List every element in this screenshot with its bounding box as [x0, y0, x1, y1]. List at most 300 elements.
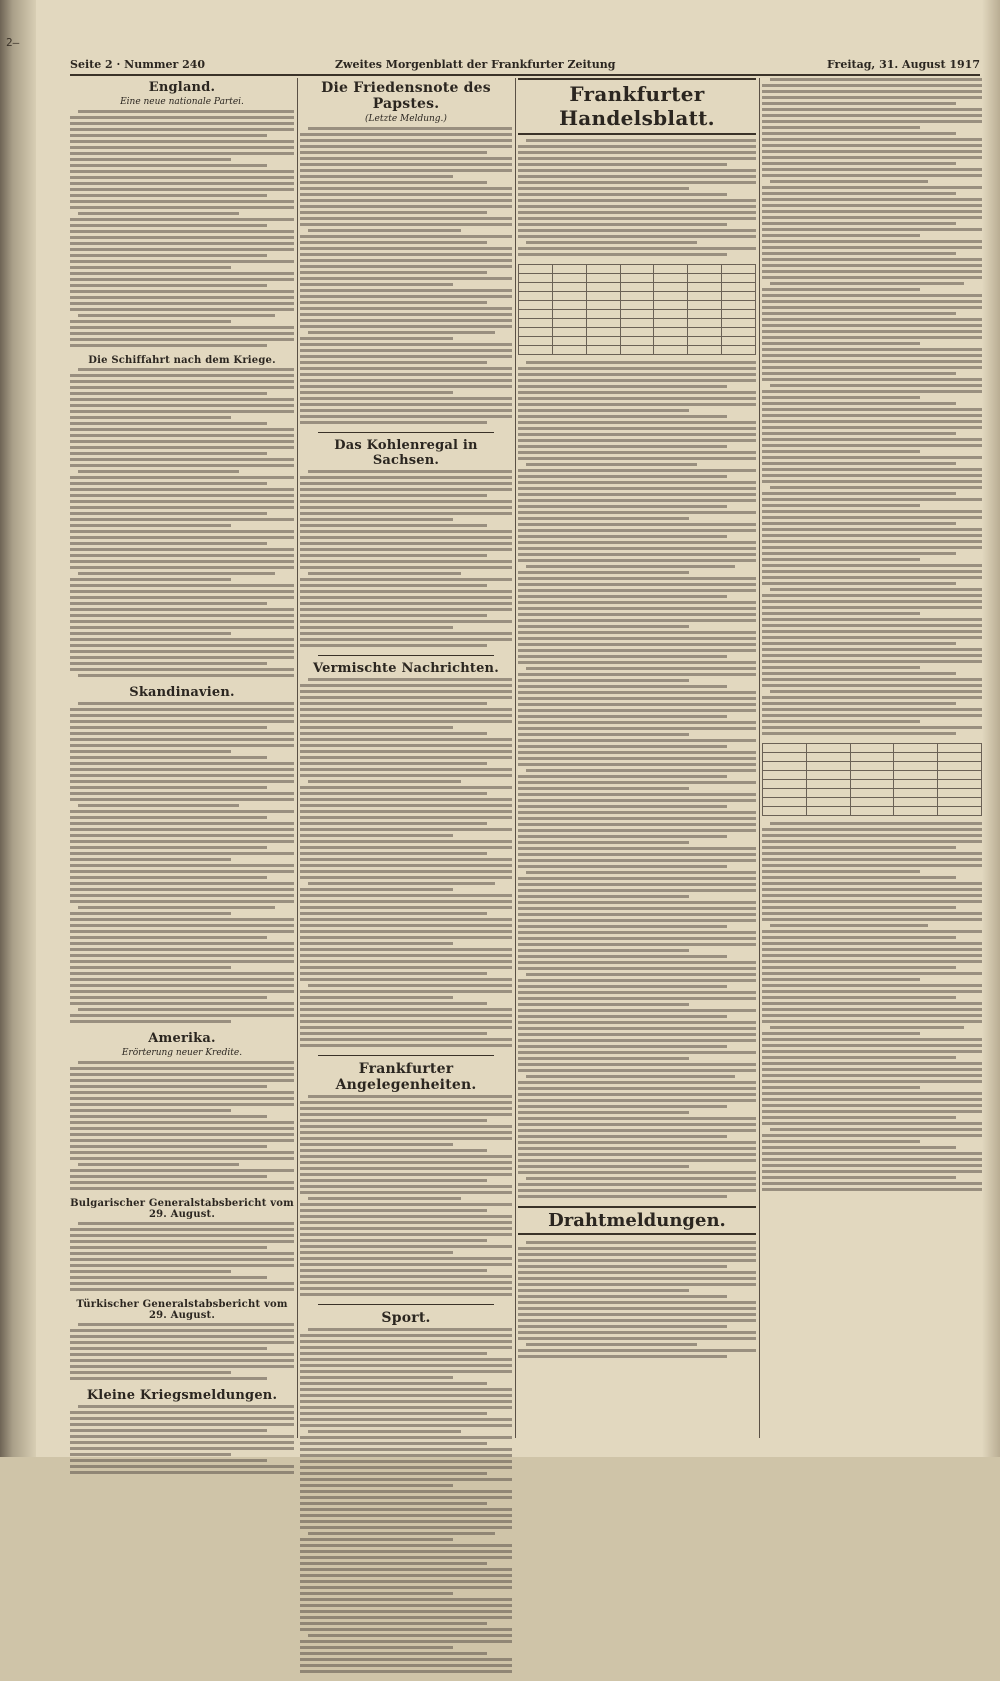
text-line [70, 798, 294, 801]
text-line [78, 1061, 294, 1064]
text-line [518, 907, 756, 910]
text-line [300, 696, 512, 699]
text-line [300, 343, 512, 346]
book-spine [0, 0, 36, 1457]
header-page-number: Seite 2 · Nummer 240 [70, 58, 206, 71]
text-line [518, 1081, 756, 1084]
text-line [518, 367, 756, 370]
text-line [300, 1364, 512, 1367]
table-cell [763, 780, 807, 789]
text-line [762, 408, 982, 411]
table-cell [688, 301, 722, 310]
text-line [526, 1177, 756, 1180]
table-cell [722, 265, 756, 274]
text-line [70, 714, 294, 717]
text-line [78, 368, 294, 371]
text-line [70, 578, 231, 581]
text-line [518, 775, 727, 778]
table-cell [620, 274, 654, 283]
text-line [70, 410, 294, 413]
text-line [300, 1442, 487, 1445]
text-line [762, 714, 982, 717]
article-vermischte [300, 661, 512, 1047]
article-subtitle: Erörterung neuer Kredite. [121, 1048, 243, 1058]
text-line [78, 1222, 294, 1225]
text-line [70, 434, 294, 437]
text-line [300, 1203, 512, 1206]
text-line [518, 1057, 689, 1060]
text-line [518, 1069, 756, 1072]
text-line [300, 1167, 512, 1170]
text-line [518, 1183, 756, 1186]
table-cell [938, 789, 982, 798]
text-line [70, 650, 294, 653]
text-line [518, 523, 756, 526]
text-line [300, 247, 512, 250]
text-line [518, 535, 727, 538]
text-line [70, 834, 294, 837]
text-line [518, 445, 727, 448]
text-line [300, 181, 487, 184]
text-line [762, 1146, 956, 1149]
text-line [70, 1435, 294, 1438]
text-line [518, 217, 756, 220]
text-line [300, 1538, 453, 1541]
text-line [518, 709, 756, 712]
text-line [70, 936, 267, 939]
text-line [300, 750, 512, 753]
article-title: Kleine Kriegsmeldungen. [86, 1388, 278, 1403]
text-line [518, 451, 756, 454]
text-line [300, 1239, 487, 1242]
text-line [762, 540, 982, 543]
text-line [518, 1093, 756, 1096]
text-line [762, 264, 982, 267]
text-line [762, 1080, 982, 1083]
text-line [518, 1189, 756, 1192]
text-line [762, 1056, 956, 1059]
text-line [300, 1526, 512, 1529]
text-line [518, 943, 756, 946]
text-line [300, 253, 512, 256]
text-line [70, 1085, 267, 1088]
text-line [300, 145, 512, 148]
text-line [762, 306, 982, 309]
text-line [300, 421, 487, 424]
text-line [518, 787, 689, 790]
text-line [70, 1133, 294, 1136]
page-edge-shadow [982, 0, 1000, 1457]
text-line [762, 1104, 982, 1107]
text-line [300, 1044, 512, 1047]
text-line [300, 205, 512, 208]
text-line [762, 288, 920, 291]
text-line [70, 1411, 294, 1414]
text-line [300, 1646, 453, 1649]
text-line [300, 720, 512, 723]
text-line [518, 1009, 756, 1012]
text-line [300, 1616, 512, 1619]
text-line [70, 786, 267, 789]
text-line [762, 966, 956, 969]
text-line [518, 541, 756, 544]
text-line [762, 534, 982, 537]
text-line [518, 1063, 756, 1066]
text-line [518, 385, 727, 388]
text-line [70, 984, 294, 987]
text-line [300, 1143, 453, 1146]
text-line [300, 978, 512, 981]
text-line [70, 392, 267, 395]
table-cell [894, 780, 938, 789]
text-line [518, 631, 756, 634]
article-skandinavien [70, 685, 294, 1023]
table-cell [620, 265, 654, 274]
text-line [300, 391, 453, 394]
text-line [308, 780, 461, 783]
text-line [518, 577, 756, 580]
text-line [300, 1038, 512, 1041]
text-line [300, 1394, 512, 1397]
text-line [300, 1149, 487, 1152]
text-line [518, 637, 756, 640]
text-line [300, 265, 512, 268]
text-line [518, 409, 689, 412]
text-line [518, 235, 756, 238]
text-line [762, 120, 982, 123]
text-line [300, 361, 487, 364]
text-line [70, 1282, 294, 1285]
text-line [518, 571, 689, 574]
text-line [300, 397, 512, 400]
text-line [70, 554, 294, 557]
text-line [526, 871, 756, 874]
text-line [762, 438, 982, 441]
text-line [300, 1376, 453, 1379]
text-line [70, 1157, 294, 1160]
text-line [518, 601, 756, 604]
text-line [518, 493, 756, 496]
table-cell [763, 744, 807, 753]
text-line [518, 1289, 689, 1292]
text-line [70, 708, 294, 711]
text-line [518, 1259, 756, 1262]
table-cell [519, 337, 553, 346]
gutter-number: 2— [6, 36, 20, 49]
text-line [300, 966, 512, 969]
text-line [518, 223, 727, 226]
text-line [518, 199, 756, 202]
text-line [762, 678, 982, 681]
text-line [70, 822, 294, 825]
text-line [762, 444, 982, 447]
text-line [70, 518, 294, 521]
text-line [78, 212, 239, 215]
text-line [762, 624, 982, 627]
text-line [70, 918, 294, 921]
text-line [762, 192, 956, 195]
table-cell [552, 346, 586, 355]
text-line [308, 984, 512, 987]
text-line [70, 1465, 294, 1468]
text-line [300, 536, 512, 539]
text-line [70, 590, 294, 593]
text-line [300, 187, 512, 190]
text-line [70, 1097, 294, 1100]
text-line [70, 668, 294, 671]
text-line [518, 619, 756, 622]
text-line [762, 978, 920, 981]
text-line [300, 816, 512, 819]
text-line [308, 678, 512, 681]
text-line [518, 1147, 756, 1150]
text-line [518, 799, 756, 802]
text-line [300, 900, 512, 903]
text-line [518, 1153, 756, 1156]
text-line [762, 600, 982, 603]
text-line [300, 1125, 512, 1128]
text-line [300, 936, 512, 939]
text-line [762, 144, 982, 147]
text-line [762, 672, 956, 675]
table-row [519, 328, 756, 337]
text-line [518, 1271, 756, 1274]
text-line [300, 1664, 512, 1667]
text-line [518, 679, 689, 682]
table-cell [894, 753, 938, 762]
text-line [762, 216, 982, 219]
text-line [300, 924, 512, 927]
text-line [518, 763, 756, 766]
text-line [762, 942, 982, 945]
text-line [308, 572, 461, 575]
text-line [300, 1227, 512, 1230]
table-cell [519, 310, 553, 319]
text-line [70, 780, 294, 783]
table-cell [654, 337, 688, 346]
text-line [70, 828, 294, 831]
article-text-block [518, 139, 756, 256]
table-row [519, 319, 756, 328]
text-line [762, 1002, 982, 1005]
text-line [300, 133, 512, 136]
text-line [518, 1027, 756, 1030]
text-line [762, 414, 982, 417]
text-line [70, 912, 231, 915]
text-line [762, 510, 982, 513]
text-line [518, 379, 756, 382]
text-line [762, 900, 982, 903]
text-line [762, 330, 982, 333]
table-cell [806, 744, 850, 753]
text-line [762, 858, 982, 861]
text-line [518, 853, 756, 856]
text-line [70, 266, 231, 269]
table-cell [938, 753, 982, 762]
article-text-block [300, 1328, 512, 1673]
text-line [518, 187, 689, 190]
table-cell [806, 771, 850, 780]
table-cell [763, 807, 807, 816]
article-title: Sport. [381, 1310, 431, 1326]
text-line [762, 420, 982, 423]
table-cell [806, 753, 850, 762]
text-line [300, 500, 512, 503]
text-line [762, 834, 982, 837]
text-line [308, 882, 495, 885]
article-title: Bulgarischer Generalstabsbericht vom 29. August. [70, 1198, 294, 1220]
table-cell [654, 319, 688, 328]
table-cell [806, 798, 850, 807]
table-row [519, 310, 756, 319]
text-line [762, 1158, 982, 1161]
text-line [518, 229, 756, 232]
text-line [70, 188, 294, 191]
table-cell [938, 780, 982, 789]
text-line [300, 996, 453, 999]
table-cell [620, 301, 654, 310]
text-line [300, 1586, 512, 1589]
article-subtitle: Eine neue nationale Partei. [120, 97, 244, 107]
text-line [762, 840, 982, 843]
text-line [762, 246, 982, 249]
text-line [762, 150, 982, 153]
table-cell [620, 310, 654, 319]
text-line [300, 488, 512, 491]
text-line [762, 1134, 982, 1137]
text-line [762, 474, 982, 477]
text-line [70, 972, 294, 975]
article-bulgarisch [70, 1198, 294, 1291]
text-line [518, 727, 756, 730]
text-line [70, 530, 294, 533]
text-line [300, 476, 512, 479]
text-line [762, 996, 956, 999]
article-text-block [70, 110, 294, 347]
text-line [300, 157, 512, 160]
text-line [300, 870, 512, 873]
table-cell [586, 319, 620, 328]
text-line [300, 193, 512, 196]
text-line [300, 1574, 512, 1577]
article-title: Vermischte Nachrichten. [313, 661, 499, 676]
text-line [70, 1288, 294, 1291]
table-cell [519, 319, 553, 328]
text-line [300, 1026, 512, 1029]
text-line [70, 416, 231, 419]
table-cell [938, 744, 982, 753]
table-cell [620, 346, 654, 355]
text-line [70, 1240, 294, 1243]
text-line [518, 175, 756, 178]
text-line [762, 342, 920, 345]
text-line [526, 463, 697, 466]
article-text-block [300, 678, 512, 1047]
table-cell [850, 798, 894, 807]
text-line [518, 781, 756, 784]
text-line [518, 607, 756, 610]
article-handelsblatt-intro [518, 139, 756, 256]
text-line [300, 1137, 512, 1140]
text-line [70, 122, 294, 125]
text-line [518, 469, 756, 472]
article-title: Frankfurter Angelegenheiten. [335, 1061, 477, 1093]
text-line [70, 254, 267, 257]
article-text-block [300, 127, 512, 424]
text-line [300, 1580, 512, 1583]
text-line [762, 696, 982, 699]
text-line [300, 912, 487, 915]
text-line [300, 1604, 512, 1607]
text-line [770, 1128, 982, 1131]
text-line [518, 595, 727, 598]
text-line [70, 1417, 294, 1420]
table-cell [586, 310, 620, 319]
text-line [70, 248, 294, 251]
text-line [300, 1610, 512, 1613]
text-line [518, 427, 756, 430]
text-line [762, 972, 982, 975]
text-line [300, 530, 512, 533]
text-line [300, 494, 487, 497]
text-line [518, 589, 756, 592]
text-line [518, 247, 756, 250]
text-line [762, 450, 920, 453]
text-line [762, 324, 982, 327]
table-cell [938, 762, 982, 771]
text-line [762, 294, 982, 297]
text-line [70, 864, 294, 867]
table-cell [894, 789, 938, 798]
text-line [300, 774, 512, 777]
article-text-block [70, 1061, 294, 1190]
text-line [70, 810, 294, 813]
text-line [518, 1307, 756, 1310]
text-line [300, 810, 512, 813]
text-line [300, 211, 487, 214]
text-line [300, 560, 512, 563]
text-line [300, 1002, 487, 1005]
text-line [70, 662, 267, 665]
text-line [518, 397, 756, 400]
text-line [300, 918, 512, 921]
text-line [70, 840, 294, 843]
text-line [526, 565, 735, 568]
text-line [762, 84, 982, 87]
text-line [300, 313, 512, 316]
article-subtitle: (Letzte Meldung.) [365, 114, 447, 124]
text-line [300, 1424, 512, 1427]
table-cell [763, 771, 807, 780]
text-line [70, 206, 294, 209]
text-line [300, 690, 512, 693]
text-line [70, 1246, 267, 1249]
text-line [70, 1371, 231, 1374]
text-line [518, 157, 756, 160]
text-line [300, 325, 512, 328]
column-2 [300, 78, 512, 1681]
text-line [300, 199, 512, 202]
text-line [300, 277, 512, 280]
text-line [70, 278, 294, 281]
text-line [762, 1038, 982, 1041]
article-title: Die Schiffahrt nach dem Kriege. [88, 355, 276, 366]
table-cell [654, 292, 688, 301]
text-line [762, 630, 982, 633]
text-line [300, 1215, 512, 1218]
text-line [762, 156, 982, 159]
text-line [300, 1412, 487, 1415]
